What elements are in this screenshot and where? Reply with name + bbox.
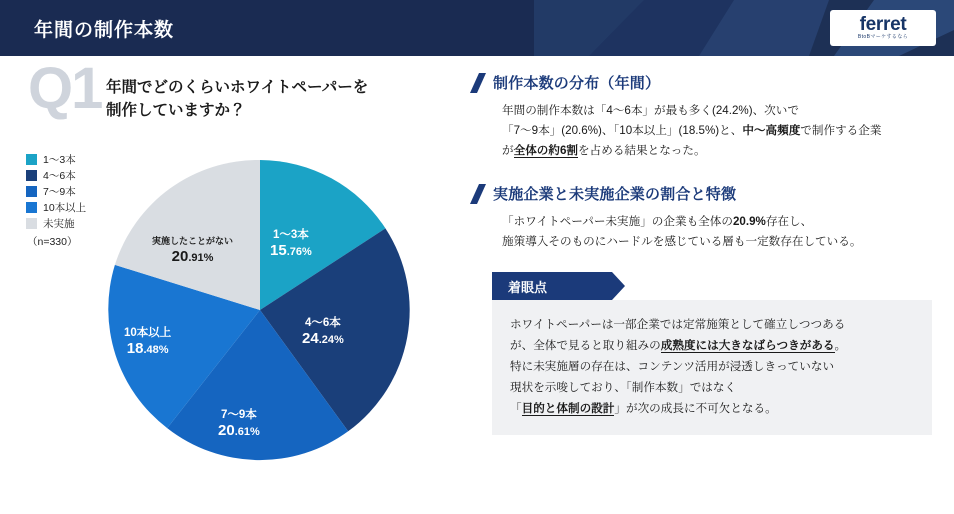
point-line-3: 特に未実施層の存在は、コンテンツ活用が浸透しきっていない <box>510 360 835 373</box>
section-2-header <box>470 183 940 204</box>
slash-icon <box>470 184 486 204</box>
point-tag: 着眼点 <box>492 272 612 300</box>
question-block <box>28 56 448 128</box>
section-1-body <box>502 101 940 161</box>
pie-chart <box>100 150 420 470</box>
legend-label: 10本以上 <box>43 202 87 214</box>
section-1-header <box>470 72 940 93</box>
point-line-5: 「目的と体制の設計」が次の成長に不可欠となる。 <box>510 402 777 415</box>
legend-label: 1〜3本 <box>43 154 76 166</box>
point-body <box>492 300 932 435</box>
section-1-line-1: 年間の制作本数は「4〜6本」が最も多く(24.2%)、次いで <box>502 104 799 117</box>
point-line-1: ホワイトペーパーは一部企業では定常施策として確立しつつある <box>510 318 846 331</box>
section-2-body <box>502 212 940 252</box>
point-line-4: 現状を示唆しており、「制作本数」ではなく <box>510 381 737 394</box>
question-line-2: 制作していますか？ <box>106 102 246 119</box>
legend-label: 未実施 <box>43 218 75 230</box>
logo-text: ferret <box>859 13 907 35</box>
page-title: 年間の制作本数 <box>34 20 175 41</box>
legend-label: 7〜9本 <box>43 186 76 198</box>
ferret-logo <box>830 10 936 46</box>
section-1-line-2: 「7〜9本」(20.6%)、「10本以上」(18.5%)と、中〜高頻度で制作する企業 <box>502 124 882 137</box>
right-column <box>470 72 940 435</box>
slash-icon <box>470 73 486 93</box>
pie-label-none: 実施したことがない 20.91% <box>152 236 234 265</box>
legend-swatch-icon <box>26 170 37 181</box>
pie-chart-svg <box>100 150 420 470</box>
point-box <box>492 272 932 435</box>
pie-label-7-9: 7〜9本 20.61% <box>218 409 260 439</box>
slide-header <box>0 0 954 56</box>
section-2-title: 実施企業と未実施企業の割合と特徴 <box>493 186 737 203</box>
section-1-title: 制作本数の分布（年間） <box>493 75 661 92</box>
legend-swatch-icon <box>26 202 37 213</box>
legend-swatch-icon <box>26 218 37 229</box>
legend-label: 4〜6本 <box>43 170 76 182</box>
legend-sample-size: （n=330） <box>27 236 78 248</box>
section-2-line-1: 「ホワイトペーパー未実施」の企業も全体の20.9%存在し、 <box>502 215 813 228</box>
question-text <box>106 76 368 122</box>
legend-swatch-icon <box>26 186 37 197</box>
question-line-1: 年間でどのくらいホワイトペーパーを <box>106 79 369 96</box>
section-2-line-2: 施策導入そのものにハードルを感じている層も一定数存在している。 <box>502 235 862 248</box>
logo-tagline: BtoBマーケするなら <box>857 33 909 40</box>
pie-label-1-3: 1〜3本 15.76% <box>270 229 312 259</box>
section-1-line-3: が全体の約6割を占める結果となった。 <box>502 144 706 157</box>
pie-label-10plus: 10本以上 18.48% <box>124 327 172 357</box>
pie-label-4-6: 4〜6本 24.24% <box>302 317 344 347</box>
legend-swatch-icon <box>26 154 37 165</box>
question-number: Q1 <box>28 56 102 121</box>
point-line-2: が、全体で見ると取り組みの成熟度には大きなばらつきがある。 <box>510 339 847 352</box>
